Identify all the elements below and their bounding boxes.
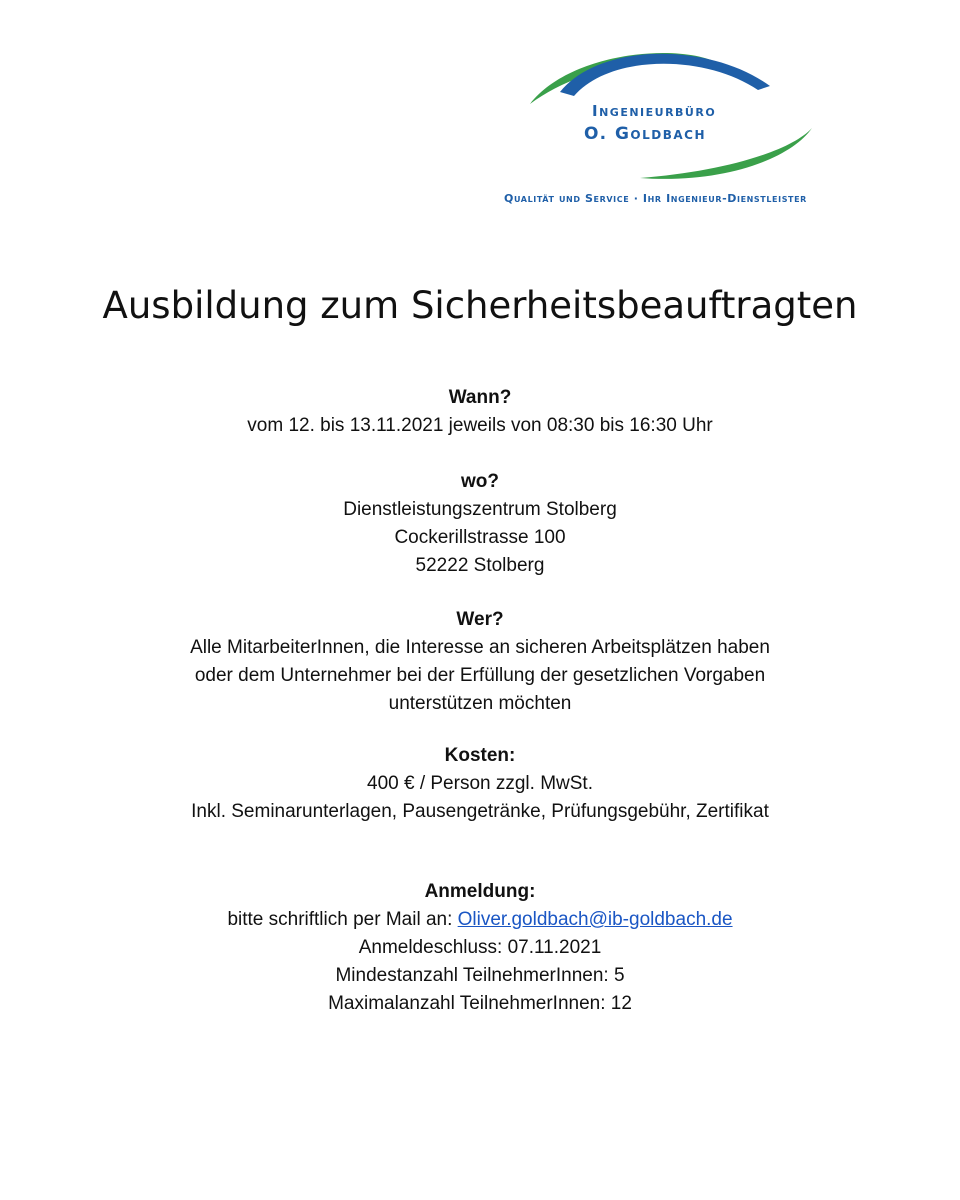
wann-text: vom 12. bis 13.11.2021 jeweils von 08:30 bis 16:30 Uhr <box>247 415 713 436</box>
wo-line: 52222 Stolberg <box>415 555 545 576</box>
wer-line: oder dem Unternehmer bei der Erfüllung der gesetzlichen Vorgaben <box>194 665 766 686</box>
logo-line-1: Ingenieurbüro <box>592 102 717 120</box>
wo-line: Dienstleistungszentrum Stolberg <box>343 499 617 520</box>
wo-heading: wo? <box>461 471 499 492</box>
anmeldung-heading: Anmeldung: <box>424 881 536 902</box>
email-link[interactable]: Oliver.goldbach@ib-goldbach.de <box>457 909 733 930</box>
wo-line: Cockerillstrasse 100 <box>394 527 566 548</box>
logo-line-2: O. Goldbach <box>584 124 706 144</box>
anmeldung-mail-line <box>0 906 960 934</box>
section-anmeldung <box>0 878 960 1018</box>
section-wer <box>0 606 960 718</box>
company-logo <box>490 42 850 222</box>
section-wo <box>0 468 960 580</box>
section-wann <box>0 384 960 440</box>
max-participants: Maximalanzahl TeilnehmerInnen: 12 <box>328 993 632 1014</box>
wer-line: unterstützen möchten <box>388 693 572 714</box>
kosten-line: Inkl. Seminarunterlagen, Pausengetränke, Prüfungsgebühr, Zertifikat <box>191 801 769 822</box>
wann-heading: Wann? <box>448 387 512 408</box>
min-participants: Mindestanzahl TeilnehmerInnen: 5 <box>335 965 625 986</box>
section-kosten <box>0 742 960 826</box>
wer-line: Alle MitarbeiterInnen, die Interesse an sicheren Arbeitsplätzen haben <box>190 637 770 658</box>
registration-deadline: Anmeldeschluss: 07.11.2021 <box>358 937 602 958</box>
page-title: Ausbildung zum Sicherheitsbeauftragten <box>102 284 858 327</box>
kosten-line: 400 € / Person zzgl. MwSt. <box>367 773 593 794</box>
kosten-heading: Kosten: <box>444 745 516 766</box>
logo-tagline: Qualität und Service · Ihr Ingenieur-Dienstleister <box>504 192 807 205</box>
mail-prefix: bitte schriftlich per Mail an: <box>227 909 458 930</box>
wer-heading: Wer? <box>456 609 504 630</box>
